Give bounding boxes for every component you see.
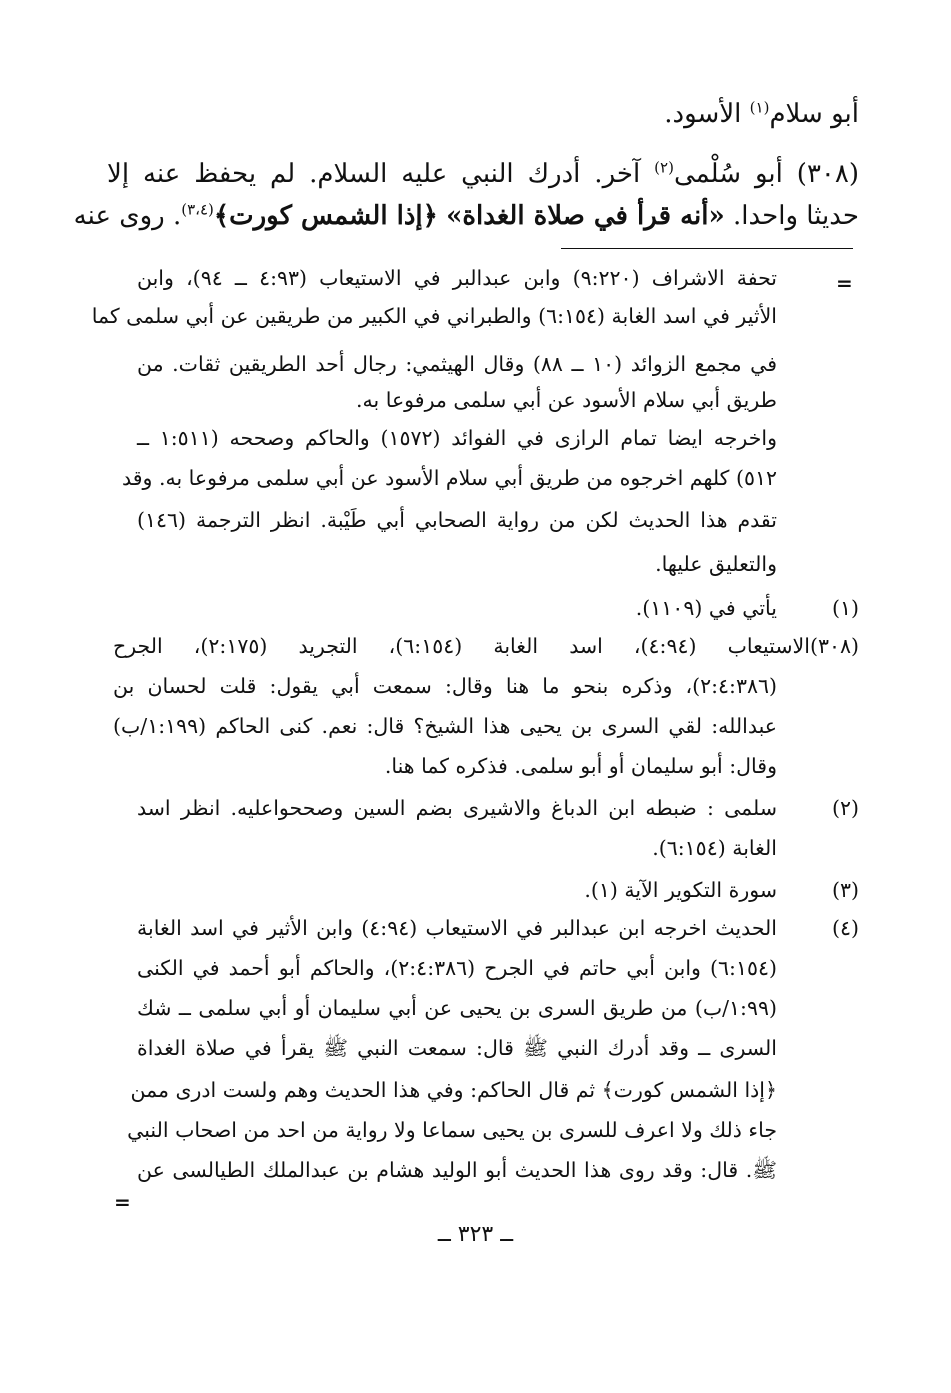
footnote-ref: (١)	[749, 98, 770, 117]
hadith-quote: «أنه قرأ في صلاة الغداة»	[446, 201, 725, 231]
footnote-text: ﷺ. قال: وقد روى هذا الحديث أبو الوليد هشام بن عبدالملك الطيالسى عن	[137, 1158, 777, 1182]
footnote-308-line: عبدالله: لقي السرى بن يحيى هذا الشيخ؟ قال: نعم. كنى الحاكم (١:١٩٩/ب)	[113, 714, 777, 738]
footnote-text: الاستيعاب (٤:٩٤)، اسد الغابة (٦:١٥٤)، التجريد (٢:١٧٥)، الجرح	[113, 634, 810, 658]
footnote-text: (٦:١٥٤) وابن أبي حاتم في الجرح (٢:٤:٣٨٦)، والحاكم أبو أحمد في الكنى	[137, 956, 777, 980]
footnote-number: (٣٠٨)	[809, 634, 859, 658]
footnote-text: سورة التكوير الآية (١).	[584, 878, 777, 902]
footnote-continued-line: تحفة الاشراف (٩:٢٢٠) وابن عبدالبر في الاستيعاب (٤:٩٣ ــ ٩٤)، وابن	[137, 266, 778, 290]
footnote-308-line: (٢:٤:٣٨٦)، وذكره بنحو ما هنا وقال: سمعت أبي يقول: قلت لحسان بن	[113, 674, 777, 698]
main-text: آخر. أدرك النبي عليه السلام. لم يحفظ عنه إلا	[107, 159, 655, 189]
footnote-text: جاء ذلك ولا اعرف للسرى بن يحيى سماعا ولا رواية من احد من اصحاب النبي	[127, 1118, 777, 1142]
footnote-text: السرى ــ وقد أدرك النبي ﷺ قال: سمعت النبي ﷺ يقرأ في صلاة الغداة	[137, 1036, 777, 1060]
footnote-text: ﴿إذا الشمس كورت﴾ ثم قال الحاكم: وفي هذا الحديث وهم ولست ادرى ممن	[130, 1078, 777, 1102]
footnote-number: (١)	[831, 596, 859, 620]
spacer	[438, 201, 446, 231]
footnote-continued-line: ٥١٢) كلهم اخرجوه من طريق أبي سلام الأسود عن أبي سلمى مرفوعا به. وقد	[121, 466, 777, 490]
footnote-continued-line: واخرجه ايضا تمام الرازى في الفوائد (١٥٧٢) والحاكم وصححه (١:٥١١ ــ	[137, 426, 777, 450]
footnote-continued-line: والتعليق عليها.	[655, 552, 777, 576]
quran-quote: ﴿إذا الشمس كورت﴾	[213, 201, 438, 231]
main-text: . روى عنه	[73, 201, 182, 231]
continuation-mark-bottom: =	[114, 1190, 131, 1214]
entry-heading: (٣٠٨) أبو سُلْمى	[673, 159, 859, 189]
footnote-continued-line: في مجمع الزوائد (١٠ ــ ٨٨) وقال الهيثمي: رجال أحد الطريقين ثقات. من	[137, 352, 778, 376]
main-line-3	[73, 194, 859, 238]
main-text: حديثا واحدا.	[724, 201, 859, 231]
footnote-308-line-1	[113, 628, 859, 664]
main-line-1	[107, 92, 859, 136]
footnote-text: الغابة (٦:١٥٤).	[652, 836, 777, 860]
continuation-mark-top: =	[836, 271, 853, 295]
footnote-text: (١:٩٩/ب) من طريق السرى بن يحيى عن أبي سليمان أو أبي سلمى ــ شك	[137, 996, 777, 1020]
page-number: ــ ٣٢٣ ــ	[437, 1222, 514, 1247]
footnote-separator	[561, 248, 853, 249]
footnote-number: (٣)	[831, 878, 859, 902]
footnote-continued-line: الأثير في اسد الغابة (٦:١٥٤) والطبراني في الكبير من طريقين عن أبي سلمى كما	[91, 304, 777, 328]
footnote-text: الحديث اخرجه ابن عبدالبر في الاستيعاب (٤:٩٤) وابن الأثير في اسد الغابة	[137, 916, 778, 940]
main-text: الأسود.	[664, 99, 750, 129]
footnote-number: (٢)	[831, 796, 859, 820]
footnote-continued-line: طريق أبي سلام الأسود عن أبي سلمى مرفوعا به.	[355, 388, 777, 412]
main-text: أبو سلام	[769, 99, 859, 129]
footnote-ref: (٣،٤)	[181, 200, 214, 219]
footnote-text: سلمى : ضبطه ابن الدباغ والاشيرى بضم السين وصححواعليه. انظر اسد	[137, 796, 777, 820]
footnote-text: يأتي في (١١٠٩).	[635, 596, 777, 620]
footnote-ref: (٢)	[654, 158, 674, 177]
footnote-continued-line: تقدم هذا الحديث لكن من رواية الصحابي أبي طَيْبة. انظر الترجمة (١٤٦)	[137, 508, 777, 532]
main-line-2	[107, 152, 859, 196]
footnote-308-line: وقال: أبو سليمان أو أبو سلمى. فذكره كما هنا.	[384, 754, 777, 778]
footnote-number: (٤)	[831, 916, 859, 940]
